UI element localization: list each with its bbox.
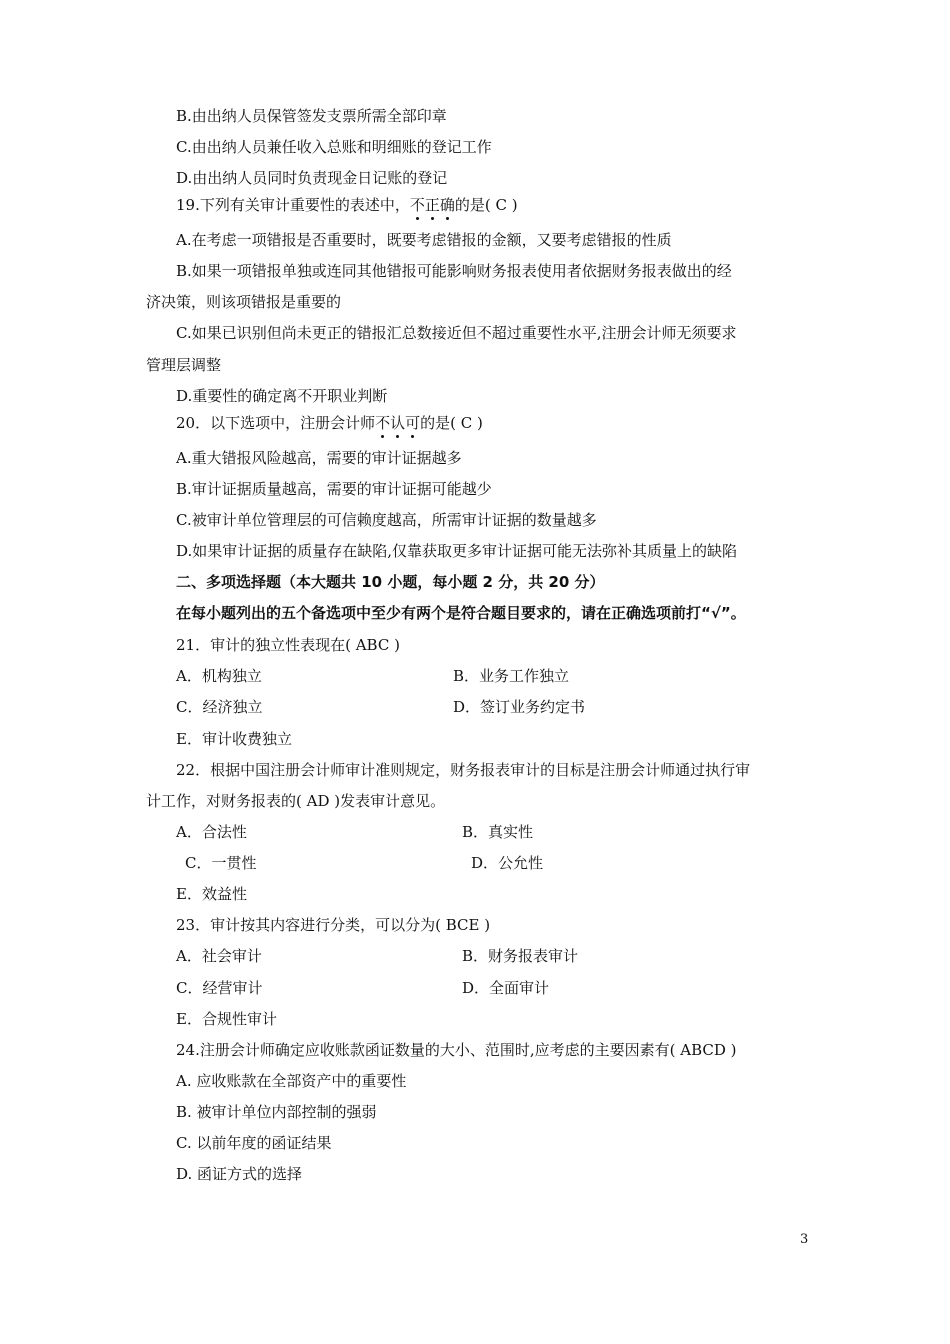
q22-option-a: A．合法性 [176, 823, 247, 841]
q23-option-a: A．社会审计 [176, 947, 262, 965]
q20-emphasis-char-3: 可 [405, 414, 421, 432]
q18-option-c: C.由出纳人员兼任收入总账和明细账的登记工作 [176, 138, 492, 156]
q21-stem: 21．审计的独立性表现在( ABC ) [176, 636, 400, 654]
q20-option-d: D.如果审计证据的质量存在缺陷,仅靠获取更多审计证据可能无法弥补其质量上的缺陷 [176, 542, 738, 560]
q19-emphasis-char-2: 正 [424, 196, 440, 214]
q23-option-c: C．经营审计 [176, 979, 263, 997]
q21-option-d: D．签订业务约定书 [453, 698, 586, 716]
section2-instruction: 在每小题列出的五个备选项中至少有两个是符合题目要求的，请在正确选项前打“√”。 [176, 604, 746, 622]
q22-option-c: C．一贯性 [185, 854, 257, 872]
q24-stem: 24.注册会计师确定应收账款函证数量的大小、范围时,应考虑的主要因素有( ABCD ) [176, 1041, 737, 1059]
q21-option-b: B．业务工作独立 [453, 667, 570, 685]
q23-option-d: D．全面审计 [462, 979, 550, 997]
q24-option-c: C. 以前年度的函证结果 [176, 1134, 332, 1152]
q22-option-d: D．公允性 [471, 854, 544, 872]
q24-option-b: B. 被审计单位内部控制的强弱 [176, 1103, 377, 1121]
q21-option-e: E．审计收费独立 [176, 730, 292, 748]
q23-option-e: E．合规性审计 [176, 1010, 277, 1028]
q24-option-d: D. 函证方式的选择 [176, 1165, 303, 1183]
q19-emphasis-char-1: 不 [409, 196, 425, 214]
q20-option-c: C.被审计单位管理层的可信赖度越高，所需审计证据的数量越多 [176, 511, 597, 529]
q19-option-d: D.重要性的确定离不开职业判断 [176, 387, 388, 405]
q20-emphasis-char-2: 认 [390, 414, 406, 432]
q20-emphasis-char-1: 不 [375, 414, 391, 432]
q19-option-b-line2: 济决策，则该项错报是重要的 [146, 293, 342, 311]
q19-emphasis-char-3: 确 [439, 196, 455, 214]
q20-option-b: B.审计证据质量越高，需要的审计证据可能越少 [176, 480, 492, 498]
q19-stem [176, 195, 518, 215]
q18-option-d: D.由出纳人员同时负责现金日记账的登记 [176, 169, 448, 187]
q23-option-b: B．财务报表审计 [462, 947, 579, 965]
q24-option-a: A. 应收账款在全部资产中的重要性 [176, 1072, 407, 1090]
q22-stem-line1: 22．根据中国注册会计师审计准则规定，财务报表审计的目标是注册会计师通过执行审 [176, 761, 751, 779]
q19-option-a: A.在考虑一项错报是否重要时，既要考虑错报的金额，又要考虑错报的性质 [176, 231, 672, 249]
q22-stem-line2: 计工作，对财务报表的( AD )发表审计意见。 [146, 792, 446, 810]
q20-stem-pre: 20．以下选项中，注册会计师 [176, 414, 376, 432]
q20-option-a: A.重大错报风险越高，需要的审计证据越多 [176, 449, 462, 467]
q20-stem-post: 的是( C ) [420, 414, 483, 432]
q19-option-c-line2: 管理层调整 [146, 356, 222, 374]
q19-option-b-line1: B.如果一项错报单独或连同其他错报可能影响财务报表使用者依据财务报表做出的经 [176, 262, 732, 280]
q19-stem-pre: 19.下列有关审计重要性的表述中， [176, 196, 410, 214]
section2-heading: 二、多项选择题（本大题共 10 小题，每小题 2 分，共 20 分） [176, 573, 605, 591]
q21-option-a: A．机构独立 [176, 667, 262, 685]
q23-stem: 23．审计按其内容进行分类，可以分为( BCE ) [176, 916, 491, 934]
q21-option-c: C．经济独立 [176, 698, 263, 716]
q19-option-c-line1: C.如果已识别但尚未更正的错报汇总数接近但不超过重要性水平,注册会计师无须要求 [176, 324, 737, 342]
q22-option-b: B．真实性 [462, 823, 534, 841]
q18-option-b: B.由出纳人员保管签发支票所需全部印章 [176, 107, 447, 125]
q22-option-e: E．效益性 [176, 885, 247, 903]
page-number: 3 [800, 1232, 809, 1247]
q20-stem [176, 413, 483, 433]
q19-stem-post: 的是( C ) [454, 196, 518, 214]
